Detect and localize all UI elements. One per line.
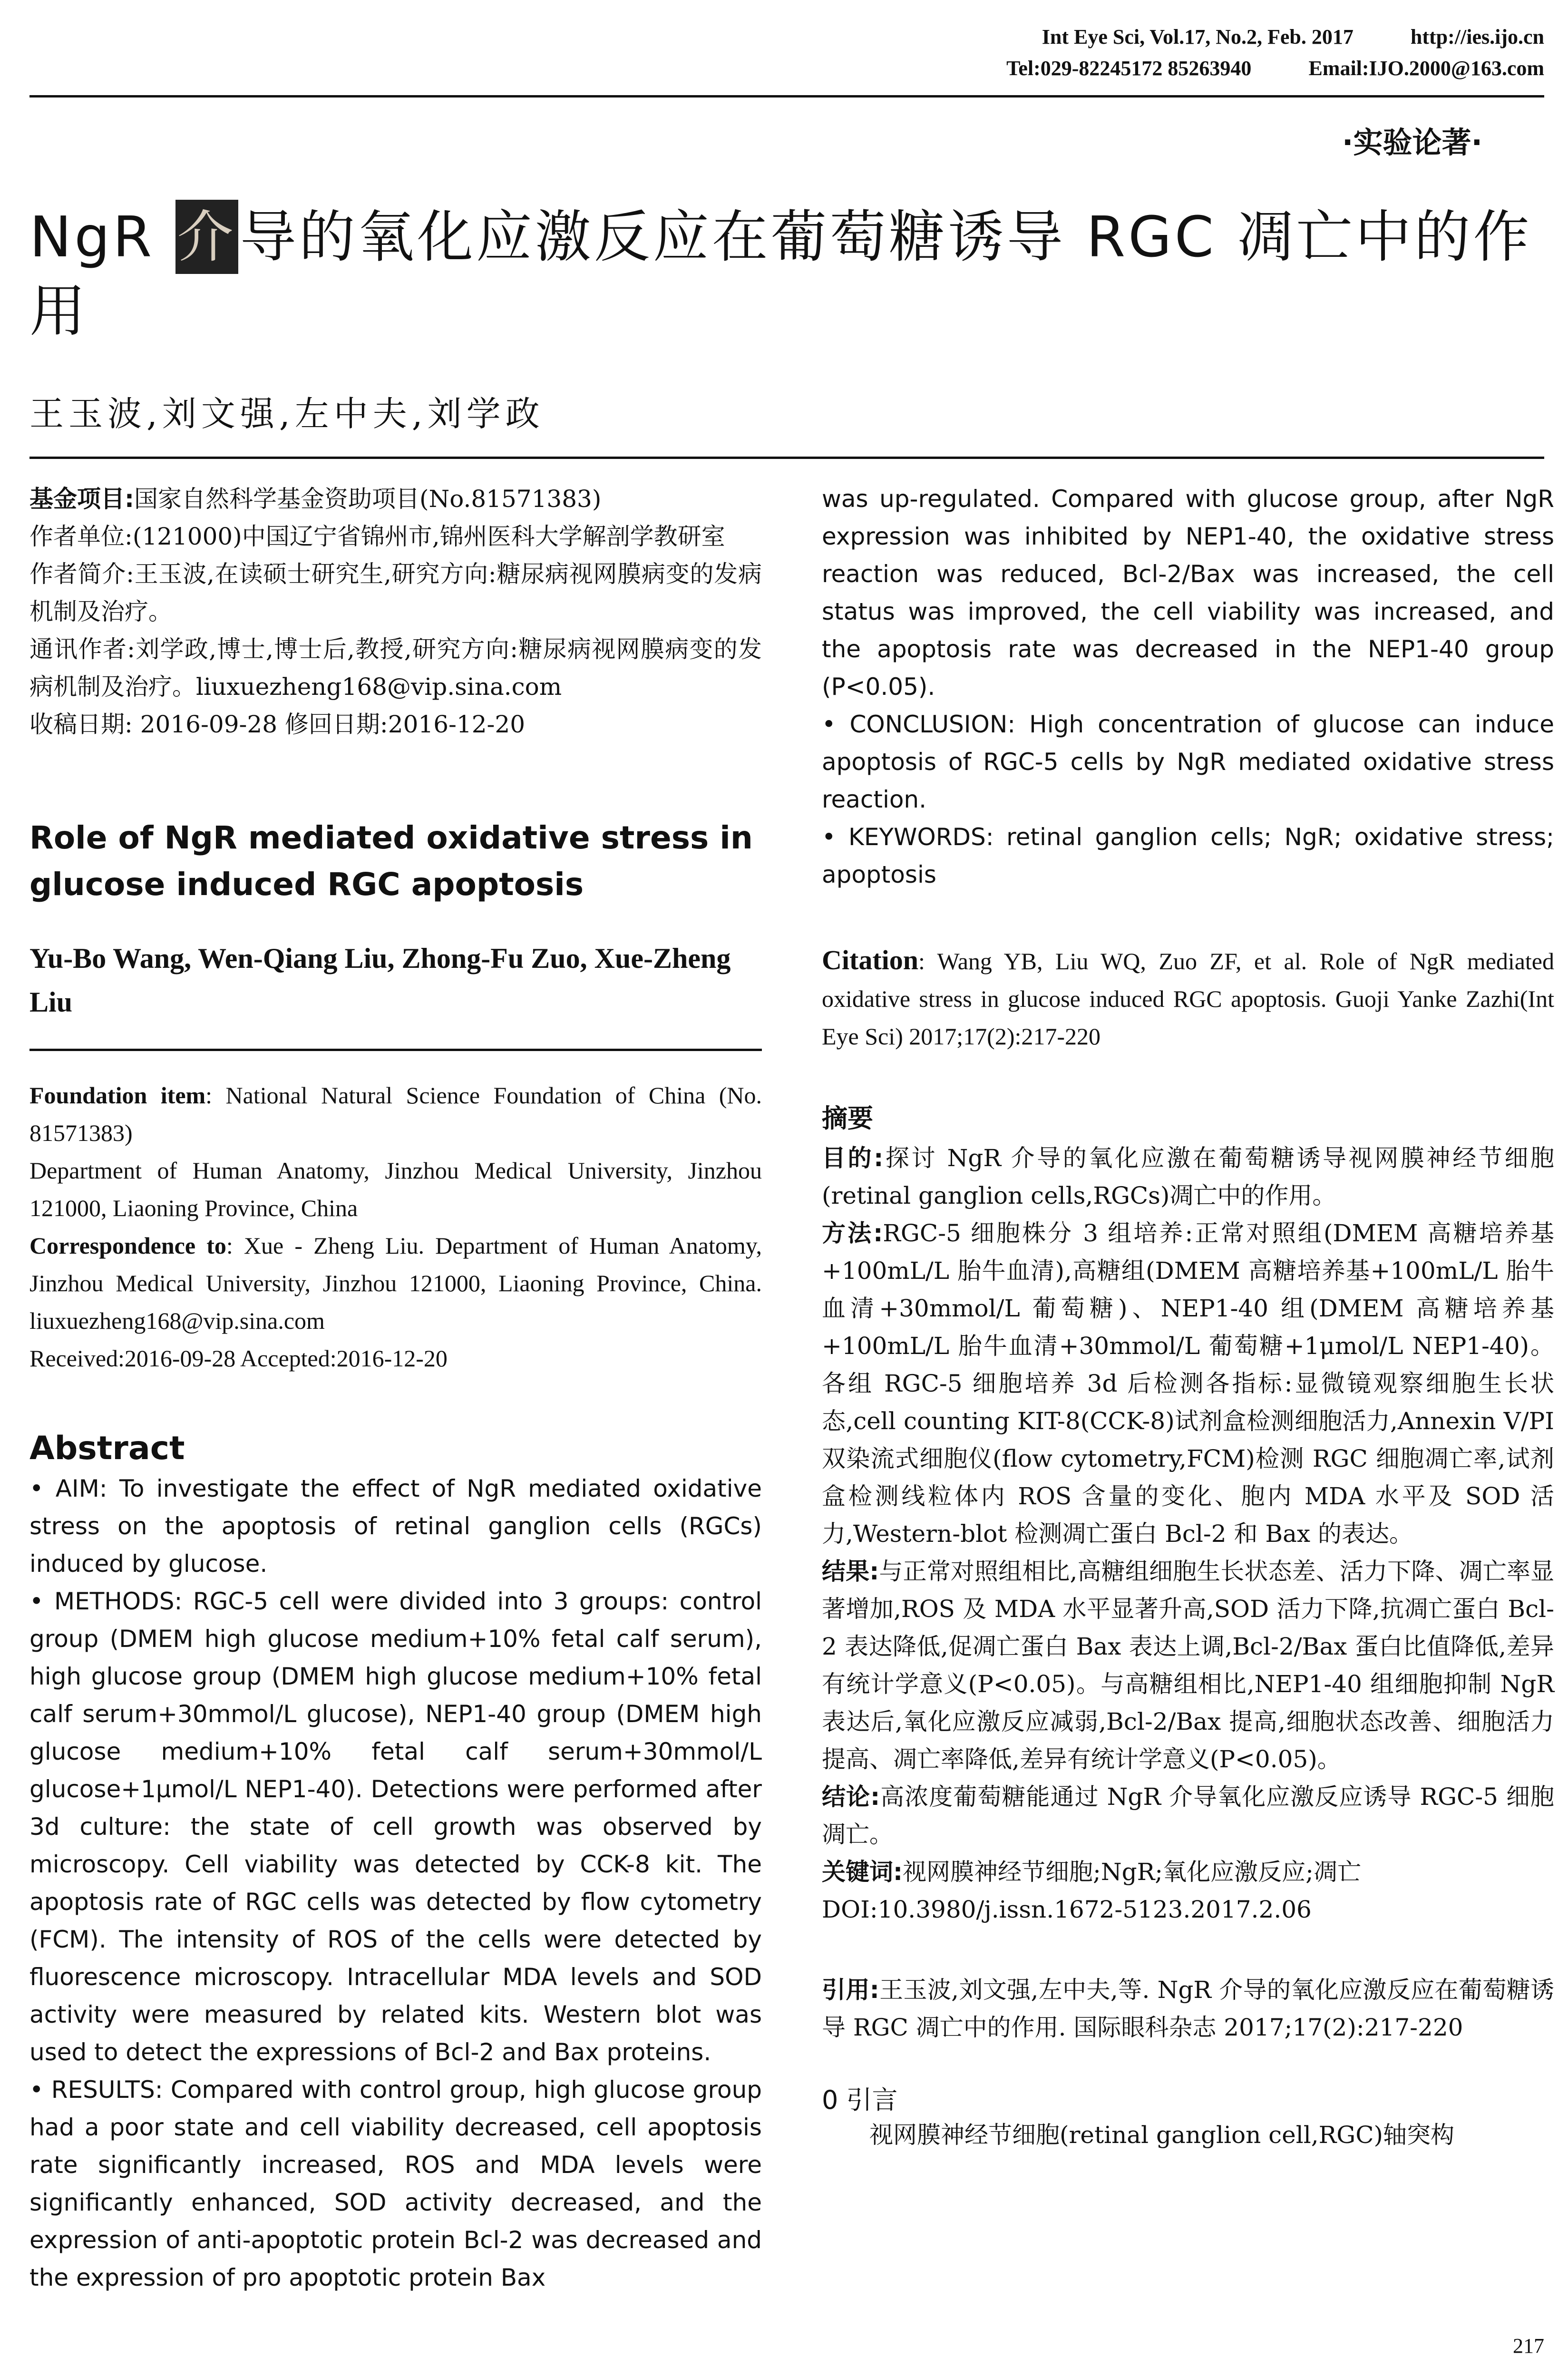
abstract-cn-keywords: 关键词:视网膜神经节细胞;NgR;氧化应激反应;凋亡 [822,1858,1361,1886]
citation-label: Citation [822,945,918,975]
section-tag: ·实验论著· [1342,125,1482,160]
citation-cn [822,1971,1554,2046]
abstract-results: • RESULTS: Compared with control group, high glucose group had a poor state and cell viability decreased, cell apoptosis rate significantly increased, ROS and MDA levels were significantly enhanced, SOD activity decreased, and the expression of anti-apoptotic protein Bcl-2 was decreased and the expression of pro apoptotic protein Bax [29,2076,762,2291]
running-header-line2 [1006,56,1544,80]
cn-meta [29,480,762,743]
dates-en: Received:2016-09-28 Accepted:2016-12-20 [29,1345,448,1372]
citation-cn-text: 王玉波,刘文强,左中夫,等. NgR 介导的氧化应激反应在葡萄糖诱导 RGC 凋亡中的作用. 国际眼科杂志 2017;17(2):217-220 [822,1976,1555,2041]
en-meta [29,1077,762,1377]
intro-text: 视网膜神经节细胞(retinal ganglion cell,RGC)轴突构 [869,2121,1455,2149]
journal-issue: Int Eye Sci, Vol.17, No.2, Feb. 2017 [1042,25,1354,49]
abstract-en-cont [822,480,1554,894]
intro-heading: 0 引言 [822,2085,898,2115]
abstract-en [29,1470,762,2297]
citation-cn-label: 引用: [822,1976,879,2004]
title-rest: 导的氧化应激反应在葡萄糖诱导 RGC 凋亡中的作用 [29,204,1532,344]
abstract-cn-aim: 目的:探讨 NgR 介导的氧化应激在葡萄糖诱导视网膜神经节细胞(retinal ganglion cells,RGCs)凋亡中的作用。 [822,1144,1554,1209]
foundation-en: Foundation item: National Natural Science Foundation of China (No. 81571383) [29,1082,762,1146]
abstract-aim: • AIM: To investigate the effect of NgR mediated oxidative stress on the apoptosis of retinal ganglion cells (RGCs) induced by glucose. [29,1475,762,1578]
abstract-conclusion: • CONCLUSION: High concentration of glucose can induce apoptosis of RGC-5 cells by NgR mediated oxidative stress reaction. [822,711,1554,813]
fund-cn: 基金项目:国家自然科学基金资助项目(No.81571383) [29,485,602,513]
abstract-cn-results: 结果:与正常对照组相比,高糖组细胞生长状态差、活力下降、凋亡率显著增加,ROS 及 MDA 水平显著升高,SOD 活力下降,抗凋亡蛋白 Bcl-2 表达降低,促凋亡蛋白 Bax 表达上调,Bcl-2/Bax 蛋白比值降低,差异有统计学意义(P<0.05)。与高糖组相比,NEP1-40 组细胞抑制 NgR 表达后,氧化应激反应减弱,Bcl-2/Bax 提高,细胞状态改善、细胞活力提高、凋亡率降低,差异有统计学意义(P<0.05)。 [822,1558,1554,1773]
corr-label: Correspondence to [29,1232,226,1259]
abstract-cn-heading: 摘要 [822,1103,873,1133]
right-column [822,480,1554,2154]
corr-cn: 通讯作者:刘学政,博士,博士后,教授,研究方向:糖尿病视网膜病变的发病机制及治疗。liuxuezheng168@vip.sina.com [29,635,762,701]
authors-rule [29,457,1544,459]
bio-cn: 作者简介:王玉波,在读硕士研究生,研究方向:糖尿病视网膜病变的发病机制及治疗。 [29,560,762,625]
title-highlight-char: 介 [175,200,238,274]
page-number: 217 [1513,2334,1544,2358]
en-authors-rule [29,1049,762,1051]
citation-en [822,941,1554,1055]
abstract-keywords: • KEYWORDS: retinal ganglion cells; NgR; oxidative stress; apoptosis [822,823,1554,888]
abstract-heading: Abstract [29,1430,185,1467]
doi[interactable]: DOI:10.3980/j.issn.1672-5123.2017.2.06 [822,1896,1312,1923]
authors-en: Yu-Bo Wang, Wen-Qiang Liu, Zhong-Fu Zuo, Xue-Zheng Liu [29,943,731,1018]
article-title-en: Role of NgR mediated oxidative stress in glucose induced RGC apoptosis [29,819,753,903]
authors-cn: 王玉波,刘文强,左中夫,刘学政 [29,394,545,434]
dept-en: Department of Human Anatomy, Jinzhou Medical University, Jinzhou 121000, Liaoning Province, China [29,1157,762,1221]
journal-url[interactable]: http://ies.ijo.cn [1410,25,1544,49]
abstract-methods: • METHODS: RGC-5 cell were divided into 3 groups: control group (DMEM high glucose medium+10% fetal calf serum), high glucose group (DMEM high glucose medium+10% fetal calf serum+30mmol/L glucose), NEP1-40 group (DMEM high glucose medium+10% fetal calf serum+30mmol/L glucose+1μmol/L NEP1-40). Detections were performed after 3d culture: the state of cell growth was observed by microscopy. Cell viability was detected by CCK-8 kit. The apoptosis rate of RGC cells was detected by flow cytometry (FCM). The intensity of ROS of the cells were detected by fluorescence microscopy. Intracellular MDA levels and SOD activity were measured by related kits. Western blot was used to detect the expressions of Bcl-2 and Bax proteins. [29,1588,762,2066]
article-title-cn [29,200,1542,348]
citation-text: : Wang YB, Liu WQ, Zuo ZF, et al. Role of NgR mediated oxidative stress in glucose induced RGC apoptosis. Guoji Yanke Zazhi(Int Eye Sci) 2017;17(2):217-220 [822,948,1554,1050]
abstract-cn-methods: 方法:RGC-5 细胞株分 3 组培养:正常对照组(DMEM 高糖培养基+100mL/L 胎牛血清),高糖组(DMEM 高糖培养基+100mL/L 胎牛血清+30mmol/L 葡萄糖)、NEP1-40 组(DMEM 高糖培养基+100mL/L 胎牛血清+30mmol/L 葡萄糖+1μmol/L NEP1-40)。各组 RGC-5 细胞培养 3d 后检测各指标:显微镜观察细胞生长状态,cell counting KIT-8(CCK-8)试剂盒检测细胞活力,Annexin V/PI 双染流式细胞仪(flow cytometry,FCM)检测 RGC 细胞凋亡率,试剂盒检测线粒体内 ROS 含量的变化、胞内 MDA 水平及 SOD 活力,Western-blot 检测凋亡蛋白 Bcl-2 和 Bax 的表达。 [822,1219,1554,1548]
abstract-cn [822,1140,1554,1929]
abstract-cn-conclusion: 结论:高浓度葡萄糖能通过 NgR 介导氧化应激反应诱导 RGC-5 细胞凋亡。 [822,1783,1554,1848]
abstract-results-cont: was up-regulated. Compared with glucose group, after NgR expression was inhibited by NEP1-40, the oxidative stress reaction was reduced, Bcl-2/Bax was increased, the cell status was improved, the cell viability was increased, and the apoptosis rate was decreased in the NEP1-40 group (P<0.05). [822,485,1554,701]
fund-label: 基金项目: [29,485,134,513]
journal-tel: Tel:029-82245172 85263940 [1006,57,1252,80]
foundation-label: Foundation item [29,1082,206,1109]
unit-cn: 作者单位:(121000)中国辽宁省锦州市,锦州医科大学解剖学教研室 [29,523,725,550]
title-prefix: NgR [29,204,175,270]
corr-en: Correspondence to: Xue - Zheng Liu. Department of Human Anatomy, Jinzhou Medical University, Jinzhou 121000, Liaoning Province, China. liuxuezheng168@vip.sina.com [29,1232,762,1334]
dates-cn: 收稿日期: 2016-09-28 修回日期:2016-12-20 [29,711,526,738]
left-column [29,480,762,2297]
running-header-line1 [1042,25,1544,49]
journal-email[interactable]: Email:IJO.2000@163.com [1308,57,1544,80]
header-rule [29,95,1544,97]
